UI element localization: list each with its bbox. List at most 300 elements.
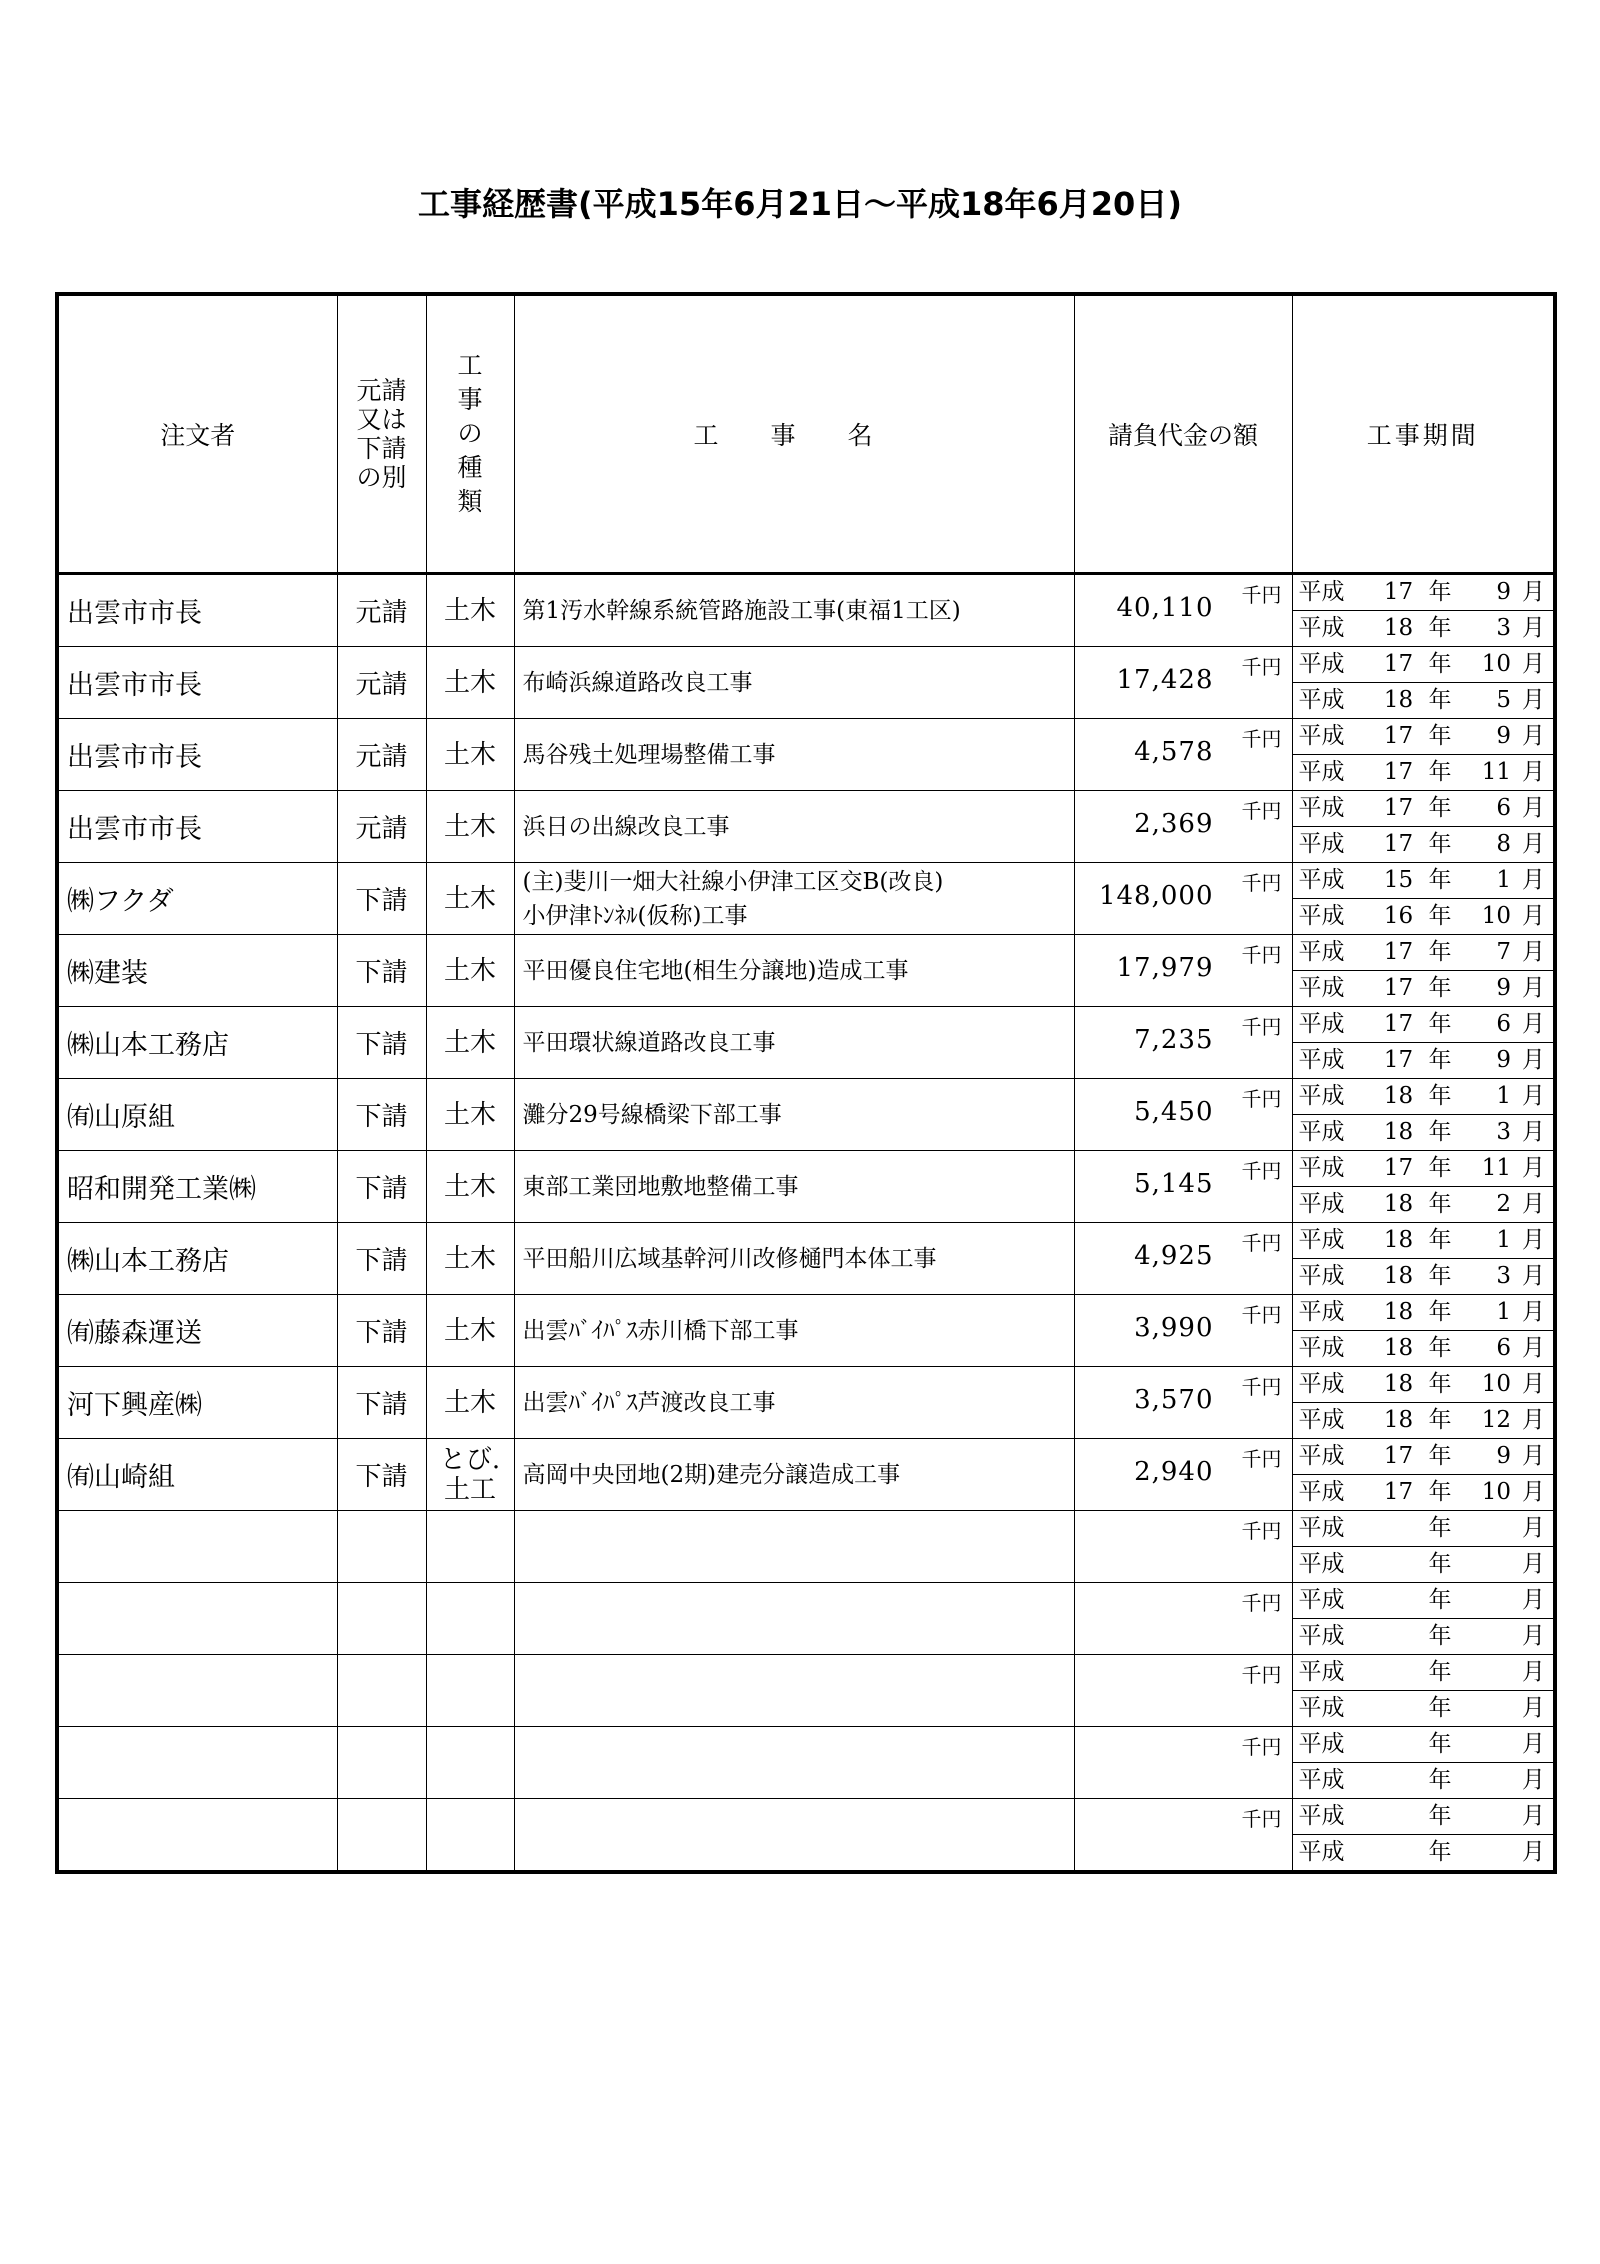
era-label: 平成 bbox=[1298, 687, 1345, 713]
work-kind-line: 土木 bbox=[443, 739, 496, 770]
period-end bbox=[1293, 1114, 1554, 1150]
year-suffix: 年 bbox=[1428, 1335, 1452, 1361]
period-cell bbox=[1292, 935, 1555, 1007]
year-suffix: 年 bbox=[1428, 1659, 1452, 1685]
work-name-line: 小伊津ﾄﾝﾈﾙ(仮称)工事 bbox=[522, 902, 748, 929]
header-work-kind bbox=[426, 294, 514, 574]
work-name-cell bbox=[514, 1511, 1074, 1583]
work-kind-cell bbox=[426, 1367, 514, 1439]
work-name-cell bbox=[514, 1151, 1074, 1223]
work-name-line: 灘分29号線橋梁下部工事 bbox=[522, 1101, 782, 1128]
year-suffix: 年 bbox=[1428, 975, 1452, 1001]
amount-unit: 千円 bbox=[1241, 1735, 1282, 1759]
work-kind-cell bbox=[426, 1007, 514, 1079]
amount-unit: 千円 bbox=[1241, 655, 1282, 679]
client-cell: 出雲市市長 bbox=[57, 719, 337, 791]
year-value: 17 bbox=[1383, 831, 1414, 857]
table-row bbox=[57, 574, 1555, 647]
year-value: 17 bbox=[1383, 1011, 1414, 1037]
era-label: 平成 bbox=[1298, 1011, 1345, 1037]
header-work-kind-char: 類 bbox=[457, 487, 483, 516]
era-label: 平成 bbox=[1298, 1695, 1345, 1721]
header-period: 工事期間 bbox=[1292, 294, 1555, 574]
contract-type-cell: 下請 bbox=[337, 1439, 426, 1511]
work-kind-cell bbox=[426, 1151, 514, 1223]
month-suffix: 月 bbox=[1522, 1731, 1545, 1757]
era-label: 平成 bbox=[1298, 615, 1345, 641]
year-suffix: 年 bbox=[1428, 1803, 1452, 1829]
period-start bbox=[1293, 1295, 1554, 1330]
year-suffix: 年 bbox=[1428, 1515, 1452, 1541]
header-contract-type bbox=[337, 294, 426, 574]
year-suffix: 年 bbox=[1428, 1047, 1452, 1073]
period-end bbox=[1293, 970, 1554, 1006]
work-kind-cell bbox=[426, 1223, 514, 1295]
month-suffix: 月 bbox=[1522, 1443, 1545, 1469]
amount-cell bbox=[1074, 1511, 1292, 1583]
month-value: 6 bbox=[1496, 1335, 1511, 1361]
year-suffix: 年 bbox=[1428, 1191, 1452, 1217]
era-label: 平成 bbox=[1298, 867, 1345, 893]
period-end bbox=[1293, 826, 1554, 862]
work-name-cell bbox=[514, 574, 1074, 647]
era-label: 平成 bbox=[1298, 723, 1345, 749]
era-label: 平成 bbox=[1298, 1155, 1345, 1181]
year-value: 17 bbox=[1383, 1479, 1414, 1505]
work-kind-line: 土木 bbox=[443, 1315, 496, 1346]
period-end bbox=[1293, 1330, 1554, 1366]
era-label: 平成 bbox=[1298, 1623, 1345, 1649]
amount-unit: 千円 bbox=[1241, 1591, 1282, 1615]
year-value: 18 bbox=[1383, 1083, 1414, 1109]
month-value: 3 bbox=[1496, 1119, 1511, 1145]
amount-unit: 千円 bbox=[1241, 1807, 1282, 1831]
period-cell bbox=[1292, 1367, 1555, 1439]
period-cell bbox=[1292, 1079, 1555, 1151]
contract-type-cell: 下請 bbox=[337, 1151, 426, 1223]
era-label: 平成 bbox=[1298, 1587, 1345, 1613]
month-suffix: 月 bbox=[1522, 687, 1545, 713]
month-suffix: 月 bbox=[1522, 1695, 1545, 1721]
period-start bbox=[1293, 1367, 1554, 1402]
year-suffix: 年 bbox=[1428, 1695, 1452, 1721]
period-cell bbox=[1292, 863, 1555, 935]
era-label: 平成 bbox=[1298, 1227, 1345, 1253]
year-value: 18 bbox=[1383, 1191, 1414, 1217]
work-kind-line: 土木 bbox=[443, 1027, 496, 1058]
contract-type-cell: 下請 bbox=[337, 1007, 426, 1079]
month-value: 6 bbox=[1496, 1011, 1511, 1037]
work-kind-cell bbox=[426, 863, 514, 935]
amount-unit: 千円 bbox=[1241, 1375, 1282, 1399]
amount-cell bbox=[1074, 791, 1292, 863]
contract-type-cell bbox=[337, 1799, 426, 1873]
table-row bbox=[57, 935, 1555, 1007]
contract-type-cell bbox=[337, 1727, 426, 1799]
amount-value: 2,940 bbox=[1134, 1457, 1214, 1487]
period-end bbox=[1293, 1762, 1554, 1798]
year-value: 17 bbox=[1383, 759, 1414, 785]
amount-unit: 千円 bbox=[1241, 1663, 1282, 1687]
amount-cell bbox=[1074, 1151, 1292, 1223]
year-value: 18 bbox=[1383, 1119, 1414, 1145]
work-kind-line: 土木 bbox=[443, 595, 496, 626]
amount-cell bbox=[1074, 719, 1292, 791]
work-name-line: 東部工業団地敷地整備工事 bbox=[522, 1173, 799, 1200]
period-start bbox=[1293, 1727, 1554, 1762]
era-label: 平成 bbox=[1298, 1119, 1345, 1145]
work-name-cell bbox=[514, 1367, 1074, 1439]
contract-type-cell: 下請 bbox=[337, 1367, 426, 1439]
period-cell bbox=[1292, 1007, 1555, 1079]
amount-unit: 千円 bbox=[1241, 871, 1282, 895]
year-suffix: 年 bbox=[1428, 1767, 1452, 1793]
contract-type-cell bbox=[337, 1583, 426, 1655]
year-value: 16 bbox=[1383, 903, 1414, 929]
year-value: 18 bbox=[1383, 687, 1414, 713]
month-suffix: 月 bbox=[1522, 723, 1545, 749]
period-start bbox=[1293, 575, 1554, 610]
work-kind-line: 土木 bbox=[443, 1171, 496, 1202]
month-suffix: 月 bbox=[1522, 579, 1545, 605]
amount-cell bbox=[1074, 1007, 1292, 1079]
client-cell bbox=[57, 1799, 337, 1873]
work-name-cell bbox=[514, 1655, 1074, 1727]
header-contract-type-line: の別 bbox=[356, 463, 407, 492]
year-suffix: 年 bbox=[1428, 579, 1452, 605]
period-cell bbox=[1292, 1799, 1555, 1873]
work-name-line: 平田環状線道路改良工事 bbox=[522, 1029, 776, 1056]
year-suffix: 年 bbox=[1428, 1011, 1452, 1037]
year-suffix: 年 bbox=[1428, 1227, 1452, 1253]
work-name-line: 布崎浜線道路改良工事 bbox=[522, 669, 753, 696]
period-start bbox=[1293, 863, 1554, 898]
year-suffix: 年 bbox=[1428, 1839, 1452, 1865]
amount-value: 17,979 bbox=[1116, 953, 1214, 983]
amount-value: 5,450 bbox=[1134, 1097, 1214, 1127]
work-kind-cell bbox=[426, 647, 514, 719]
era-label: 平成 bbox=[1298, 1191, 1345, 1217]
period-cell bbox=[1292, 647, 1555, 719]
period-end bbox=[1293, 1186, 1554, 1222]
amount-cell bbox=[1074, 647, 1292, 719]
work-kind-cell bbox=[426, 791, 514, 863]
work-kind-cell bbox=[426, 719, 514, 791]
client-cell: ㈲山崎組 bbox=[57, 1439, 337, 1511]
period-end bbox=[1293, 754, 1554, 790]
month-suffix: 月 bbox=[1522, 1515, 1545, 1541]
period-start bbox=[1293, 935, 1554, 970]
contract-type-cell bbox=[337, 1655, 426, 1727]
table-row bbox=[57, 1295, 1555, 1367]
client-cell: ㈱山本工務店 bbox=[57, 1007, 337, 1079]
table-row bbox=[57, 1367, 1555, 1439]
amount-value: 7,235 bbox=[1134, 1025, 1214, 1055]
period-start bbox=[1293, 1223, 1554, 1258]
amount-unit: 千円 bbox=[1241, 1447, 1282, 1471]
amount-cell bbox=[1074, 1655, 1292, 1727]
work-name-line: 馬谷残土処理場整備工事 bbox=[522, 741, 776, 768]
month-value: 9 bbox=[1496, 975, 1511, 1001]
month-value: 1 bbox=[1496, 1083, 1511, 1109]
period-start bbox=[1293, 1799, 1554, 1834]
work-kind-line: 土木 bbox=[443, 955, 496, 986]
client-cell: 昭和開発工業㈱ bbox=[57, 1151, 337, 1223]
month-suffix: 月 bbox=[1522, 759, 1545, 785]
amount-unit: 千円 bbox=[1241, 1231, 1282, 1255]
work-kind-line: 土工 bbox=[443, 1474, 496, 1505]
table-row bbox=[57, 1007, 1555, 1079]
period-end bbox=[1293, 1690, 1554, 1726]
month-value: 10 bbox=[1481, 903, 1511, 929]
month-value: 9 bbox=[1496, 1047, 1511, 1073]
amount-cell bbox=[1074, 1727, 1292, 1799]
month-suffix: 月 bbox=[1522, 1191, 1545, 1217]
work-name-cell bbox=[514, 1007, 1074, 1079]
work-name-cell bbox=[514, 935, 1074, 1007]
amount-value: 4,925 bbox=[1134, 1241, 1214, 1271]
amount-cell bbox=[1074, 1295, 1292, 1367]
month-suffix: 月 bbox=[1522, 1119, 1545, 1145]
era-label: 平成 bbox=[1298, 939, 1345, 965]
work-name-cell bbox=[514, 791, 1074, 863]
table-row bbox=[57, 791, 1555, 863]
work-kind-cell bbox=[426, 1439, 514, 1511]
amount-cell bbox=[1074, 1367, 1292, 1439]
era-label: 平成 bbox=[1298, 1263, 1345, 1289]
construction-history-table bbox=[55, 292, 1557, 1874]
work-kind-cell bbox=[426, 1511, 514, 1583]
contract-type-cell: 下請 bbox=[337, 935, 426, 1007]
client-cell bbox=[57, 1655, 337, 1727]
work-name-line: 平田船川広域基幹河川改修樋門本体工事 bbox=[522, 1245, 937, 1272]
era-label: 平成 bbox=[1298, 1515, 1345, 1541]
client-cell: 河下興産㈱ bbox=[57, 1367, 337, 1439]
amount-cell bbox=[1074, 1439, 1292, 1511]
amount-cell bbox=[1074, 1799, 1292, 1873]
work-name-cell bbox=[514, 1223, 1074, 1295]
month-suffix: 月 bbox=[1522, 1803, 1545, 1829]
work-kind-cell bbox=[426, 1079, 514, 1151]
header-work-kind-char: 事 bbox=[457, 385, 483, 414]
month-suffix: 月 bbox=[1522, 1227, 1545, 1253]
month-suffix: 月 bbox=[1522, 867, 1545, 893]
amount-unit: 千円 bbox=[1241, 1303, 1282, 1327]
month-suffix: 月 bbox=[1522, 1479, 1545, 1505]
client-cell bbox=[57, 1583, 337, 1655]
era-label: 平成 bbox=[1298, 1443, 1345, 1469]
year-value: 17 bbox=[1383, 579, 1414, 605]
year-value: 17 bbox=[1383, 651, 1414, 677]
amount-value: 40,110 bbox=[1116, 593, 1214, 623]
period-cell bbox=[1292, 719, 1555, 791]
year-suffix: 年 bbox=[1428, 651, 1452, 677]
year-value: 17 bbox=[1383, 795, 1414, 821]
month-value: 3 bbox=[1496, 1263, 1511, 1289]
era-label: 平成 bbox=[1298, 975, 1345, 1001]
client-cell: ㈱建装 bbox=[57, 935, 337, 1007]
period-start bbox=[1293, 1439, 1554, 1474]
contract-type-cell: 元請 bbox=[337, 647, 426, 719]
era-label: 平成 bbox=[1298, 831, 1345, 857]
year-value: 17 bbox=[1383, 1047, 1414, 1073]
period-end bbox=[1293, 1546, 1554, 1582]
amount-value: 2,369 bbox=[1134, 809, 1214, 839]
table-row bbox=[57, 1655, 1555, 1727]
year-suffix: 年 bbox=[1428, 759, 1452, 785]
amount-cell bbox=[1074, 1583, 1292, 1655]
month-value: 3 bbox=[1496, 615, 1511, 641]
month-value: 1 bbox=[1496, 867, 1511, 893]
client-cell: 出雲市市長 bbox=[57, 791, 337, 863]
era-label: 平成 bbox=[1298, 903, 1345, 929]
month-value: 9 bbox=[1496, 723, 1511, 749]
period-cell bbox=[1292, 1655, 1555, 1727]
header-contract-type-line: 元請 bbox=[356, 376, 407, 405]
month-suffix: 月 bbox=[1522, 1299, 1545, 1325]
period-cell bbox=[1292, 1223, 1555, 1295]
period-cell bbox=[1292, 1583, 1555, 1655]
year-suffix: 年 bbox=[1428, 831, 1452, 857]
month-suffix: 月 bbox=[1522, 1659, 1545, 1685]
work-name-cell bbox=[514, 863, 1074, 935]
work-name-line: 高岡中央団地(2期)建売分譲造成工事 bbox=[522, 1461, 901, 1488]
client-cell: 出雲市市長 bbox=[57, 574, 337, 647]
month-value: 8 bbox=[1496, 831, 1511, 857]
year-value: 18 bbox=[1383, 1263, 1414, 1289]
contract-type-cell: 下請 bbox=[337, 1079, 426, 1151]
amount-cell bbox=[1074, 863, 1292, 935]
amount-unit: 千円 bbox=[1241, 1087, 1282, 1111]
month-suffix: 月 bbox=[1522, 1263, 1545, 1289]
month-value: 10 bbox=[1481, 1479, 1511, 1505]
month-suffix: 月 bbox=[1522, 939, 1545, 965]
amount-unit: 千円 bbox=[1241, 1159, 1282, 1183]
period-cell bbox=[1292, 574, 1555, 647]
year-value: 17 bbox=[1383, 1443, 1414, 1469]
contract-type-cell: 下請 bbox=[337, 1223, 426, 1295]
era-label: 平成 bbox=[1298, 1047, 1345, 1073]
month-suffix: 月 bbox=[1522, 1335, 1545, 1361]
month-suffix: 月 bbox=[1522, 1551, 1545, 1577]
period-cell bbox=[1292, 1295, 1555, 1367]
period-end bbox=[1293, 1258, 1554, 1294]
month-suffix: 月 bbox=[1522, 1407, 1545, 1433]
year-suffix: 年 bbox=[1428, 723, 1452, 749]
contract-type-cell bbox=[337, 1511, 426, 1583]
table-row bbox=[57, 1439, 1555, 1511]
period-start bbox=[1293, 1151, 1554, 1186]
header-work-kind-char: 工 bbox=[457, 351, 483, 380]
era-label: 平成 bbox=[1298, 795, 1345, 821]
year-value: 15 bbox=[1383, 867, 1414, 893]
month-value: 10 bbox=[1481, 1371, 1511, 1397]
work-name-cell bbox=[514, 1295, 1074, 1367]
table-row bbox=[57, 647, 1555, 719]
month-suffix: 月 bbox=[1522, 1047, 1545, 1073]
year-suffix: 年 bbox=[1428, 1263, 1452, 1289]
year-value: 18 bbox=[1383, 1299, 1414, 1325]
table-body bbox=[57, 574, 1555, 1873]
year-suffix: 年 bbox=[1428, 615, 1452, 641]
year-value: 17 bbox=[1383, 1155, 1414, 1181]
header-contract-type-line: 下請 bbox=[356, 434, 407, 463]
period-start bbox=[1293, 1655, 1554, 1690]
work-name-line: 第1汚水幹線系統管路施設工事(東福1工区) bbox=[522, 597, 961, 624]
period-cell bbox=[1292, 1511, 1555, 1583]
year-suffix: 年 bbox=[1428, 1731, 1452, 1757]
work-kind-line: 土木 bbox=[443, 1243, 496, 1274]
era-label: 平成 bbox=[1298, 579, 1345, 605]
period-cell bbox=[1292, 1727, 1555, 1799]
year-value: 17 bbox=[1383, 975, 1414, 1001]
work-name-line: 浜日の出線改良工事 bbox=[522, 813, 730, 840]
month-value: 11 bbox=[1481, 1155, 1511, 1181]
year-suffix: 年 bbox=[1428, 1371, 1452, 1397]
period-start bbox=[1293, 647, 1554, 682]
table-header-row bbox=[57, 294, 1555, 574]
year-value: 18 bbox=[1383, 615, 1414, 641]
header-work-kind-char: 種 bbox=[457, 453, 483, 482]
contract-type-cell: 元請 bbox=[337, 719, 426, 791]
month-suffix: 月 bbox=[1522, 831, 1545, 857]
table-row bbox=[57, 1583, 1555, 1655]
year-value: 18 bbox=[1383, 1227, 1414, 1253]
work-kind-cell bbox=[426, 935, 514, 1007]
work-kind-cell bbox=[426, 1583, 514, 1655]
month-value: 1 bbox=[1496, 1227, 1511, 1253]
table-row bbox=[57, 719, 1555, 791]
month-suffix: 月 bbox=[1522, 975, 1545, 1001]
month-value: 1 bbox=[1496, 1299, 1511, 1325]
amount-unit: 千円 bbox=[1241, 1519, 1282, 1543]
amount-unit: 千円 bbox=[1241, 799, 1282, 823]
client-cell: ㈲藤森運送 bbox=[57, 1295, 337, 1367]
era-label: 平成 bbox=[1298, 651, 1345, 677]
month-value: 9 bbox=[1496, 1443, 1511, 1469]
era-label: 平成 bbox=[1298, 1371, 1345, 1397]
era-label: 平成 bbox=[1298, 1659, 1345, 1685]
table-row bbox=[57, 1151, 1555, 1223]
period-start bbox=[1293, 719, 1554, 754]
header-work-kind-char: の bbox=[457, 419, 483, 448]
amount-cell bbox=[1074, 935, 1292, 1007]
era-label: 平成 bbox=[1298, 1479, 1345, 1505]
amount-value: 148,000 bbox=[1098, 881, 1214, 911]
client-cell: ㈲山原組 bbox=[57, 1079, 337, 1151]
table-row bbox=[57, 863, 1555, 935]
client-cell: ㈱フクダ bbox=[57, 863, 337, 935]
month-suffix: 月 bbox=[1522, 1155, 1545, 1181]
work-kind-cell bbox=[426, 1799, 514, 1873]
contract-type-cell: 元請 bbox=[337, 574, 426, 647]
work-kind-line: 土木 bbox=[443, 1387, 496, 1418]
month-suffix: 月 bbox=[1522, 1767, 1545, 1793]
month-suffix: 月 bbox=[1522, 1839, 1545, 1865]
work-kind-line: 土木 bbox=[443, 1099, 496, 1130]
era-label: 平成 bbox=[1298, 1731, 1345, 1757]
year-suffix: 年 bbox=[1428, 903, 1452, 929]
period-end bbox=[1293, 1042, 1554, 1078]
era-label: 平成 bbox=[1298, 1335, 1345, 1361]
client-cell bbox=[57, 1727, 337, 1799]
work-kind-cell bbox=[426, 1727, 514, 1799]
month-suffix: 月 bbox=[1522, 651, 1545, 677]
month-value: 2 bbox=[1496, 1191, 1511, 1217]
year-suffix: 年 bbox=[1428, 1479, 1452, 1505]
year-suffix: 年 bbox=[1428, 1623, 1452, 1649]
amount-unit: 千円 bbox=[1241, 727, 1282, 751]
